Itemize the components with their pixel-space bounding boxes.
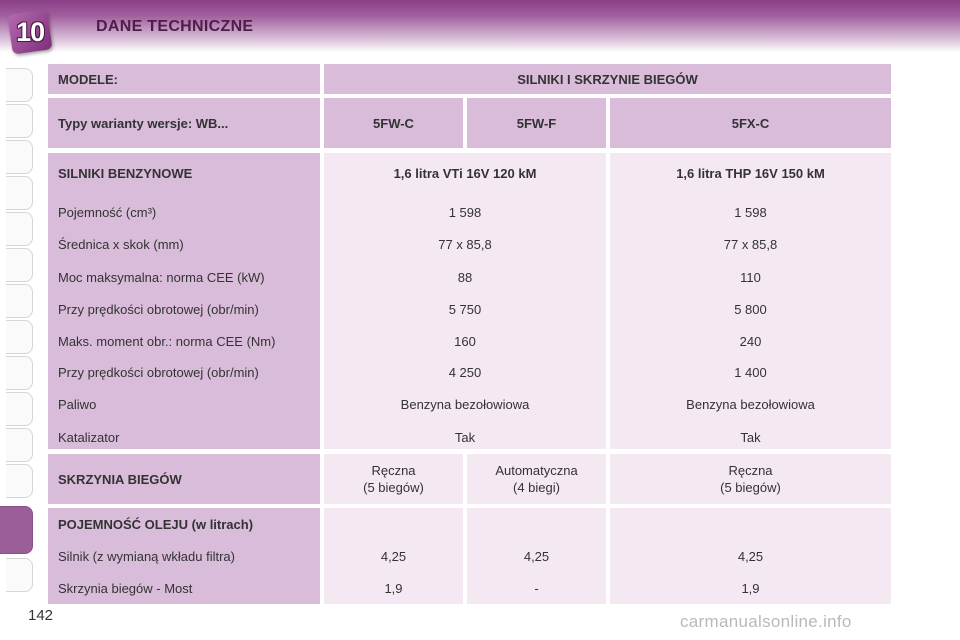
side-tab[interactable] — [6, 104, 33, 138]
type-code: 5FW-C — [324, 98, 463, 148]
gearbox-type: Automatyczna — [495, 463, 578, 478]
side-tab[interactable] — [6, 212, 33, 246]
models-header: MODELE: — [48, 64, 320, 94]
oil-label: Silnik (z wymianą wkładu filtra) — [58, 549, 235, 564]
chapter-number: 10 — [15, 16, 45, 47]
engine-1-name: 1,6 litra VTi 16V 120 kM — [393, 166, 537, 181]
type-code: 5FX-C — [610, 98, 891, 148]
oil-value: 1,9 — [384, 581, 403, 596]
oil-value: 4,25 — [523, 549, 550, 564]
oil-label: Skrzynia biegów - Most — [58, 581, 193, 596]
spec-value: 1 598 — [448, 205, 482, 220]
gearbox-gears: (5 biegów) — [363, 480, 424, 495]
spec-label: Pojemność (cm³) — [58, 205, 157, 220]
spec-label: Katalizator — [58, 430, 120, 445]
spec-value: 1 598 — [734, 205, 767, 220]
gearbox-gears: (5 biegów) — [720, 480, 781, 495]
gearbox-cell — [610, 454, 891, 504]
spec-value: 88 — [457, 270, 473, 285]
oil-value: 4,25 — [380, 549, 407, 564]
types-label: Typy warianty wersje: WB... — [48, 98, 320, 148]
oil-value: - — [534, 581, 539, 596]
gearbox-type: Ręczna — [728, 463, 773, 478]
side-tab[interactable] — [6, 356, 33, 390]
spec-value: 240 — [739, 334, 762, 349]
spec-value: 5 750 — [448, 302, 482, 317]
engine-2-name: 1,6 litra THP 16V 150 kM — [676, 166, 825, 181]
side-tab[interactable] — [6, 428, 33, 462]
spec-value: Benzyna bezołowiowa — [400, 397, 530, 412]
page-title: DANE TECHNICZNE — [96, 18, 254, 35]
spec-value: 77 x 85,8 — [438, 237, 492, 252]
oil-value: 1,9 — [741, 581, 760, 596]
type-code: 5FW-F — [467, 98, 606, 148]
spec-label: Przy prędkości obrotowej (obr/min) — [58, 302, 259, 317]
side-tab[interactable] — [6, 68, 33, 102]
spec-value: 110 — [740, 270, 761, 285]
spec-value: Tak — [740, 430, 761, 445]
side-tab[interactable] — [6, 248, 33, 282]
spec-value: Tak — [454, 430, 476, 445]
spec-label: Paliwo — [58, 397, 97, 412]
side-tab[interactable] — [6, 176, 33, 210]
side-tab[interactable] — [6, 140, 33, 174]
side-tab[interactable] — [6, 464, 33, 498]
watermark: carmanualsonline.info — [680, 612, 852, 631]
spec-value: 160 — [454, 334, 476, 349]
gearbox-type: Ręczna — [371, 463, 416, 478]
spec-value: 1 400 — [734, 365, 767, 380]
oil-section-title: POJEMNOŚĆ OLEJU (w litrach) — [58, 517, 254, 532]
oil-value: 4,25 — [737, 549, 764, 564]
gearbox-gears: (4 biegi) — [513, 480, 560, 495]
spec-value: Benzyna bezołowiowa — [686, 397, 815, 412]
chapter-badge — [7, 9, 52, 54]
side-tab[interactable] — [6, 392, 33, 426]
spec-value: 4 250 — [448, 365, 482, 380]
gearbox-label: SKRZYNIA BIEGÓW — [48, 454, 320, 504]
spec-value: 5 800 — [734, 302, 767, 317]
engines-header: SILNIKI I SKRZYNIE BIEGÓW — [324, 64, 891, 94]
gearbox-cell — [467, 454, 606, 504]
side-tab[interactable] — [6, 558, 33, 592]
spec-label: Moc maksymalna: norma CEE (kW) — [58, 270, 265, 285]
page-number: 142 — [28, 607, 54, 624]
petrol-section-title: SILNIKI BENZYNOWE — [58, 166, 193, 181]
spec-label: Średnica x skok (mm) — [58, 237, 184, 252]
side-tab[interactable] — [6, 284, 33, 318]
gearbox-cell — [324, 454, 463, 504]
spec-label: Przy prędkości obrotowej (obr/min) — [58, 365, 259, 380]
spec-label: Maks. moment obr.: norma CEE (Nm) — [58, 334, 276, 349]
side-tab[interactable] — [6, 320, 33, 354]
spec-value: 77 x 85,8 — [723, 237, 778, 252]
side-tab-active[interactable] — [0, 506, 33, 554]
